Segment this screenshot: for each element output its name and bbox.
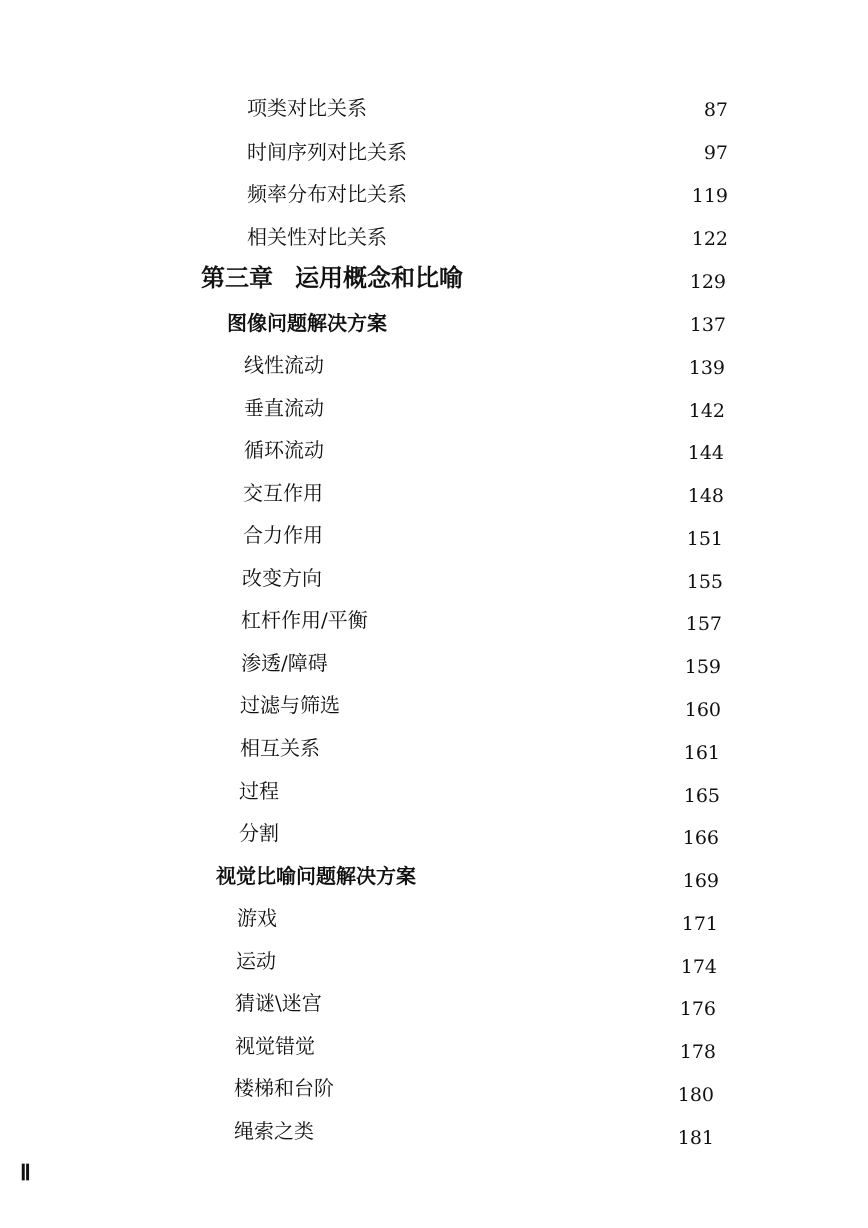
- toc-entry-title: 相互关系: [240, 736, 320, 760]
- toc-entry-page: 137: [689, 314, 726, 336]
- toc-entry-page: 122: [691, 228, 728, 250]
- toc-entry-title: 猜谜\迷宫: [235, 991, 322, 1015]
- toc-entry-page: 155: [686, 571, 723, 593]
- chapter-heading: [201, 264, 463, 292]
- toc-entry-title: 线性流动: [244, 353, 324, 377]
- toc-entry-page: 165: [683, 785, 720, 807]
- toc-entry-title: 交互作用: [243, 481, 323, 505]
- toc-entry-title: 过程: [239, 779, 279, 803]
- chapter-title: 运用概念和比喻: [295, 264, 463, 292]
- toc-entry-page: 176: [679, 998, 716, 1020]
- toc-entry-title: 垂直流动: [244, 396, 324, 420]
- toc-entry-page: 160: [684, 699, 721, 721]
- toc-entry-page: 97: [703, 142, 728, 164]
- toc-entry-title: 游戏: [237, 906, 277, 930]
- toc-entry-page: 180: [677, 1084, 714, 1106]
- toc-entry-title: 渗透/障碍: [241, 651, 328, 675]
- toc-entry-page: 151: [686, 528, 723, 550]
- toc-entry-page: 174: [680, 956, 717, 978]
- toc-entry-title: 绳索之类: [234, 1119, 314, 1143]
- section-heading: 图像问题解决方案: [227, 311, 387, 335]
- toc-entry-title: 循环流动: [244, 438, 324, 462]
- chapter-label: 第三章: [201, 264, 273, 292]
- toc-entry-title: 时间序列对比关系: [247, 140, 407, 164]
- toc-entry-page: 157: [685, 613, 722, 635]
- toc-entry-page: 159: [684, 656, 721, 678]
- toc-entry-page: 171: [681, 913, 718, 935]
- toc-entry-title: 改变方向: [242, 566, 322, 590]
- toc-entry-page: 144: [687, 442, 724, 464]
- toc-entry-page: 142: [688, 400, 725, 422]
- toc-entry-page: 178: [679, 1041, 716, 1063]
- toc-entry-title: 楼梯和台阶: [234, 1076, 334, 1100]
- toc-entry-title: 视觉错觉: [235, 1034, 315, 1058]
- toc-entry-page: 119: [691, 185, 728, 207]
- toc-entry-title: 杠杆作用/平衡: [241, 608, 368, 632]
- toc-entry-title: 过滤与筛选: [240, 693, 340, 717]
- toc-entry-title: 项类对比关系: [247, 96, 367, 120]
- toc-entry-title: 分割: [239, 821, 279, 845]
- page-folio: Ⅱ: [20, 1160, 31, 1185]
- toc-entry-title: 频率分布对比关系: [247, 182, 407, 206]
- toc-entry-page: 87: [703, 99, 728, 121]
- toc-entry-title: 合力作用: [243, 523, 323, 547]
- toc-entry-page: 166: [682, 827, 719, 849]
- toc-entry-page: 139: [688, 357, 725, 379]
- toc-entry-title: 相关性对比关系: [247, 225, 387, 249]
- toc-entry-title: 运动: [236, 949, 276, 973]
- toc-entry-page: 181: [677, 1127, 714, 1149]
- toc-entry-page: 161: [683, 742, 720, 764]
- toc-entry-page: 129: [689, 271, 726, 293]
- toc-entry-page: 169: [682, 870, 719, 892]
- section-heading: 视觉比喻问题解决方案: [216, 864, 416, 888]
- toc-entry-page: 148: [687, 485, 724, 507]
